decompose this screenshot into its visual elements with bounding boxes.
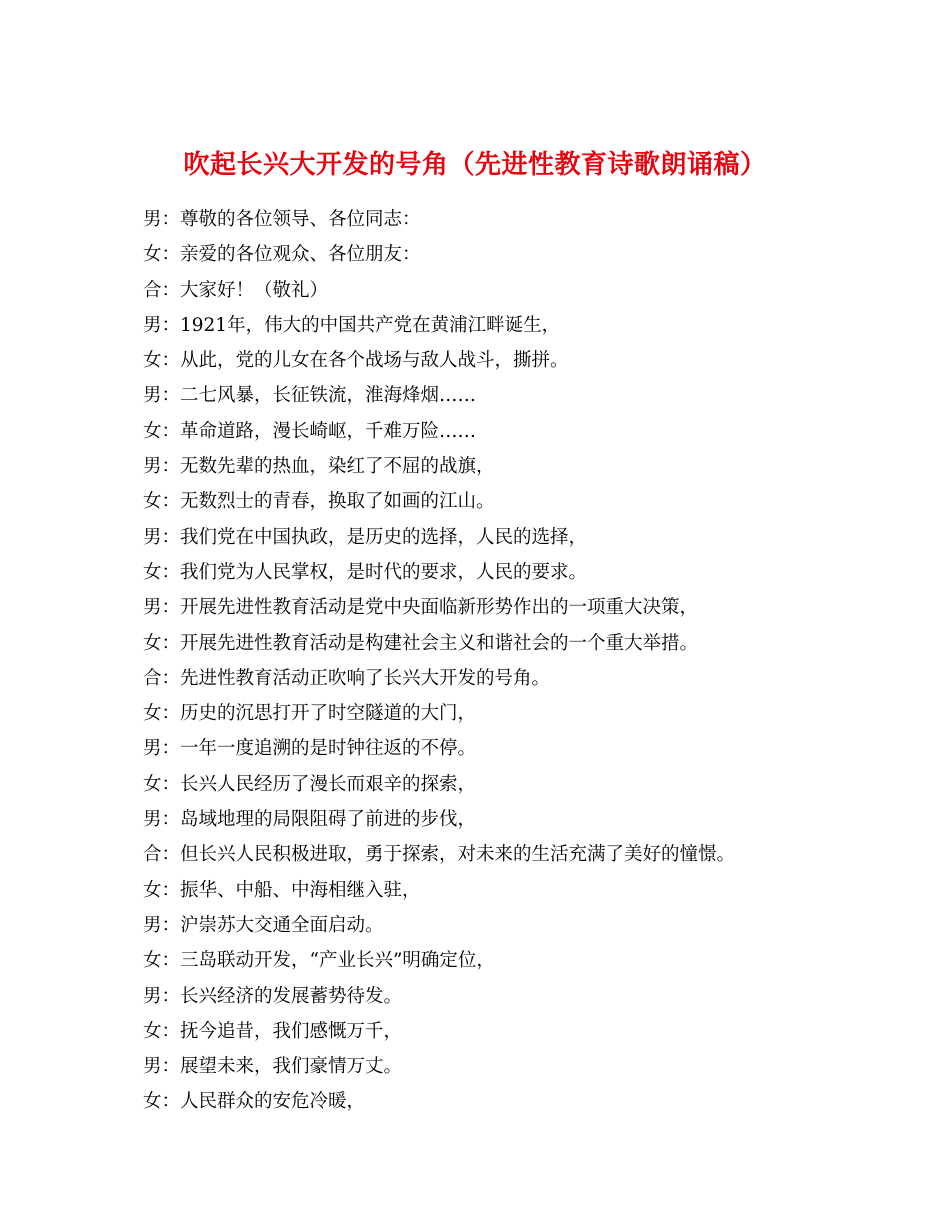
poem-line: 男：岛域地理的局限阻碍了前进的步伐， [143,809,477,831]
poem-line: 合：但长兴人民积极进取，勇于探索，对未来的生活充满了美好的憧憬。 [143,844,736,866]
poem-line: 男：开展先进性教育活动是党中央面临新形势作出的一项重大决策， [143,597,699,619]
poem-line: 男：无数先辈的热血，染红了不屈的战旗， [143,456,495,478]
poem-line: 女：历史的沉思打开了时空隧道的大门， [143,703,477,725]
poem-line: 女：抚今追昔，我们感慨万千， [143,1020,403,1042]
poem-line: 男：展望未来，我们豪情万丈。 [143,1056,403,1078]
poem-line: 女：亲爱的各位观众、各位朋友： [143,244,421,266]
poem-line: 女：三岛联动开发，“产业长兴”明确定位， [143,950,495,972]
poem-line: 女：人民群众的安危冷暖， [143,1091,366,1113]
poem-line: 男：沪崇苏大交通全面启动。 [143,914,384,936]
poem-line: 合：先进性教育活动正吹响了长兴大开发的号角。 [143,667,551,689]
poem-line: 男：我们党在中国执政，是历史的选择，人民的选择， [143,526,588,548]
poem-line: 男：二七风暴，长征铁流，淮海烽烟…… [143,385,477,407]
poem-line: 合：大家好！（敬礼） [143,279,329,301]
poem-line: 女：长兴人民经历了漫长而艰辛的探索， [143,773,477,795]
poem-line: 女：我们党为人民掌权，是时代的要求，人民的要求。 [143,561,588,583]
poem-line: 女：振华、中船、中海相继入驻， [143,879,421,901]
poem-line: 男：尊敬的各位领导、各位同志： [143,209,421,230]
document-title: 吹起长兴大开发的号角（先进性教育诗歌朗诵稿） [183,150,767,181]
poem-lines [143,202,923,1120]
poem-line: 女：开展先进性教育活动是构建社会主义和谐社会的一个重大举措。 [143,632,699,654]
poem-line: 女：从此，党的儿女在各个战场与敌人战斗，撕拼。 [143,350,569,372]
poem-line: 女：无数烈士的青春，换取了如画的江山。 [143,491,495,513]
poem-line: 男：1921年，伟大的中国共产党在黄浦江畔诞生， [143,314,561,336]
poem-line: 女：革命道路，漫长崎岖，千难万险…… [143,420,477,442]
poem-line: 男：长兴经济的发展蓄势待发。 [143,985,403,1007]
poem-line: 男：一年一度追溯的是时钟往返的不停。 [143,738,477,760]
